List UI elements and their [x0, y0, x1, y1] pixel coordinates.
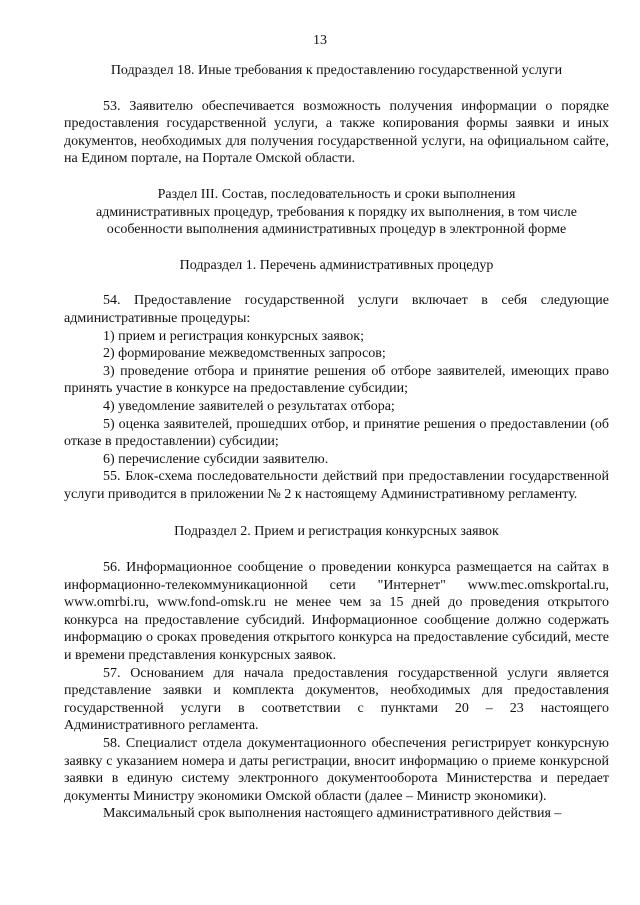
- section-3-title: [64, 186, 609, 239]
- document-body: [64, 62, 609, 823]
- paragraph-54: 54. Предоставление государственной услуги включает в себя следующие административные процедуры:: [64, 293, 609, 326]
- paragraph-57: 57. Основанием для начала предоставления государственной услуги является представление заявки и комплекта документов, необходимых для предоставления государственной услуги в соответствии с пунктами 20 – 23 настоящего Административного регламента.: [64, 665, 609, 734]
- section-3-title-line-1: Раздел III. Состав, последовательность и сроки выполнения: [157, 186, 516, 202]
- list-item: 1) прием и регистрация конкурсных заявок;: [103, 328, 364, 344]
- list-item: 2) формирование межведомственных запросов;: [103, 346, 386, 362]
- subsection-18-title: Подраздел 18. Иные требования к предоставлению государственной услуги: [110, 63, 563, 78]
- paragraph-55: 55. Блок-схема последовательности действий при предоставлении государственной услуги приводится в приложении № 2 к настоящему Административному регламенту.: [64, 469, 609, 502]
- page-number: 13: [313, 33, 327, 48]
- paragraph-58: 58. Специалист отдела документационного обеспечения регистрирует конкурсную заявку с указанием номера и даты регистрации, вносит информацию о приеме конкурсной заявки в единую систему электронного документооборота Министерства и передает документы Министру экономики Омской области (далее – Министр экономики).: [64, 736, 609, 804]
- list-item: 3) проведение отбора и принятие решения об отборе заявителей, имеющих право принять участие в конкурсе на предоставление субсидии;: [64, 363, 609, 397]
- list-item: 6) перечисление субсидии заявителю.: [103, 451, 329, 467]
- section-3-title-line-3: особенности выполнения административных процедур в электронной форме: [106, 222, 567, 238]
- paragraph-last: Максимальный срок выполнения настоящего административного действия –: [103, 806, 562, 822]
- paragraph-53: 53. Заявителю обеспечивается возможность получения информации о порядке предоставления государственной услуги, а также копирования формы заявки и иных документов, необходимых для получения государственной услуги, на официальном сайте, на Едином портале, на Портале Омской области.: [64, 98, 609, 167]
- list-item: 5) оценка заявителей, прошедших отбор, и принятие решения о предоставлении (об отказе в предоставлении) субсидии;: [64, 416, 609, 450]
- subsection-1-title: Подраздел 1. Перечень административных процедур: [179, 257, 494, 273]
- paragraph-56: 56. Информационное сообщение о проведении конкурса размещается на сайтах в информационно-телекоммуникационной сети "Интернет" www.mec.omskportal.ru, www.omrbi.ru, www.fond-omsk.ru не менее чем за 15 дней до проведения открытого конкурса на предоставление субсидий. Информационное сообщение должно содержать информацию о сроках проведения открытого конкурса на предоставление субсидий, месте и времени представления конкурсных заявок.: [64, 560, 609, 664]
- list-item: 4) уведомление заявителей о результатах отбора;: [103, 398, 395, 414]
- subsection-2-title: Подраздел 2. Прием и регистрация конкурсных заявок: [174, 524, 499, 540]
- section-3-title-line-2: административных процедур, требования к порядку их выполнения, в том числе: [96, 204, 577, 220]
